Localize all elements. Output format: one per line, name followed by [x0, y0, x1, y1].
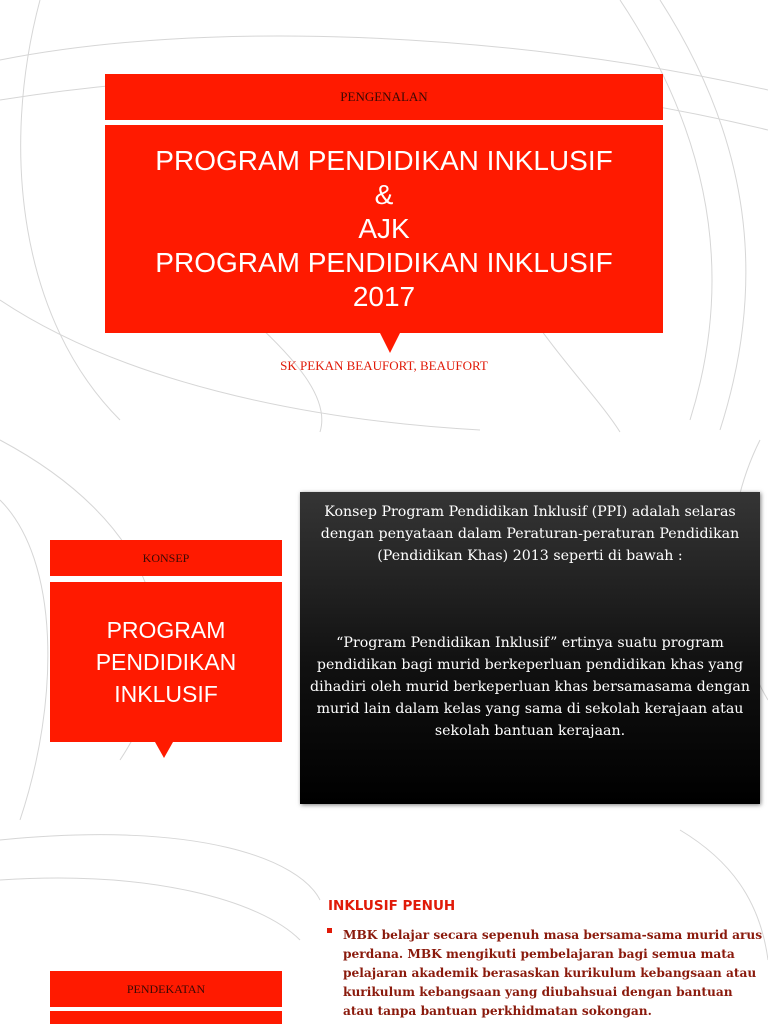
inklusif-penuh-heading: INKLUSIF PENUH — [328, 898, 456, 914]
title-line: & — [374, 179, 394, 210]
pointer-triangle — [155, 742, 173, 758]
section-label-pengenalan — [105, 74, 663, 120]
title-line: PENDIDIKAN — [95, 649, 237, 675]
section-label-text: PENGENALAN — [340, 89, 428, 104]
section-label-konsep — [50, 540, 282, 576]
title-line: PROGRAM PENDIDIKAN INKLUSIF — [155, 145, 613, 176]
concept-text-box — [300, 492, 760, 804]
slide3-title-box — [50, 1011, 282, 1024]
title-line: 2017 — [352, 281, 416, 312]
concept-paragraph-2: “Program Pendidikan Inklusif” ertinya suatu program pendidikan bagi murid berkeperluan pendidikan khas yang dihadiri oleh murid berkeperluan khas bersamasama dengan murid lain dalam kelas yang sama di sekolah kerajaan atau sekolah bantuan kerajaan. — [310, 635, 750, 739]
inklusif-penuh-description: MBK belajar secara sepenuh masa bersama-sama murid arus perdana. MBK mengikuti pembelajaran bagi semua mata pelajaran akademik berasaskan kurikulum kebangsaan atau kurikulum kebangsaan yang diubahsuai dengan bantuan atau tanpa bantuan perkhidmatan sokongan. — [343, 928, 763, 1018]
section-label-text: PENDEKATAN — [126, 981, 206, 996]
square-bullet-icon — [327, 928, 332, 933]
title-line: PROGRAM PENDIDIKAN INKLUSIF — [155, 247, 613, 278]
title-line: PROGRAM — [106, 617, 226, 643]
title-line: INKLUSIF — [114, 681, 218, 707]
school-subtitle: SK PEKAN BEAUFORT, BEAUFORT — [280, 358, 488, 373]
title-line: AJK — [358, 213, 410, 244]
pointer-triangle — [380, 333, 400, 353]
slide2-title-box — [50, 582, 282, 742]
slide1-title-box — [105, 125, 663, 333]
concept-paragraph-1: Konsep Program Pendidikan Inklusif (PPI) adalah selaras dengan penyataan dalam Peraturan-peraturan Pendidikan (Pendidikan Khas) 2013 seperti di bawah : — [320, 504, 740, 564]
section-label-text: KONSEP — [142, 550, 190, 565]
section-label-pendekatan — [50, 971, 282, 1007]
